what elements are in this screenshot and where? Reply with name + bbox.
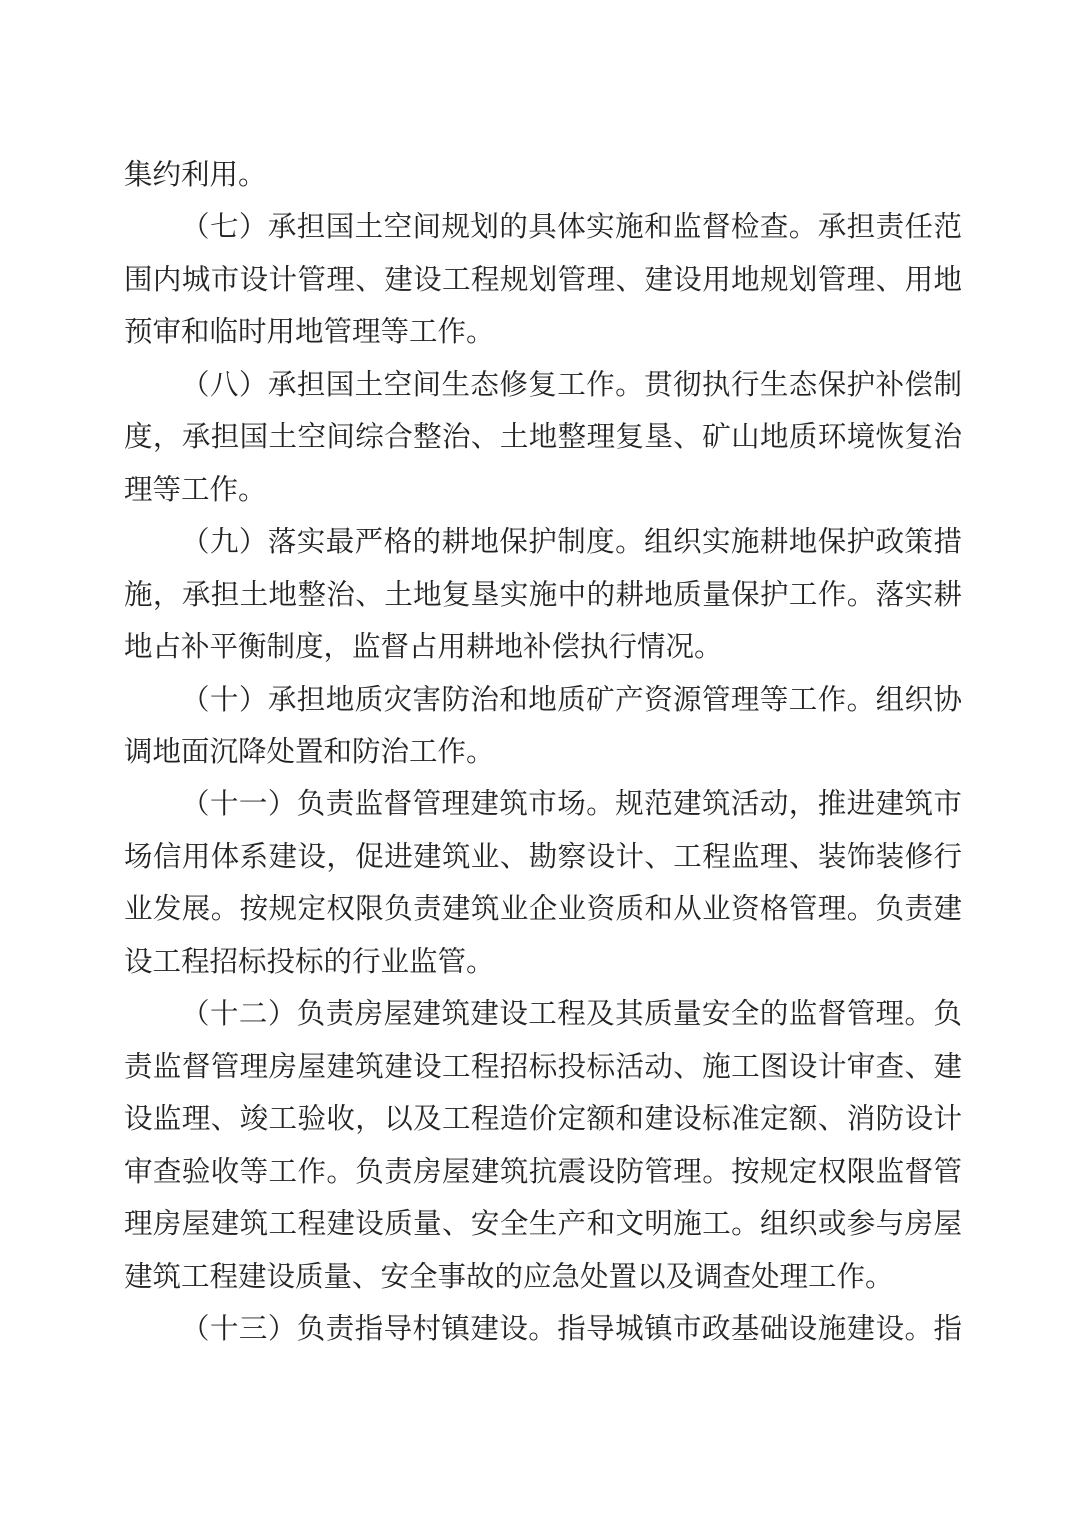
text-line: 理房屋建筑工程建设质量、安全生产和文明施工。组织或参与房屋: [124, 1209, 962, 1241]
text-line: （十一）负责监督管理建筑市场。规范建筑活动，推进建筑市: [181, 789, 962, 821]
text-line: 场信用体系建设，促进建筑业、勘察设计、工程监理、装饰装修行: [124, 841, 962, 873]
text-line: （十）承担地质灾害防治和地质矿产资源管理等工作。组织协: [181, 684, 962, 716]
text-line: 责监督管理房屋建筑建设工程招标投标活动、施工图设计审查、建: [124, 1051, 962, 1083]
text-line: 集约利用。: [124, 160, 267, 191]
text-line: 建筑工程建设质量、安全事故的应急处置以及调查处理工作。: [124, 1261, 894, 1293]
text-line: 地占补平衡制度，监督占用耕地补偿执行情况。: [124, 632, 723, 664]
document-body: [124, 150, 962, 1356]
text-line: 围内城市设计管理、建设工程规划管理、建设用地规划管理、用地: [124, 264, 962, 296]
text-line: 施，承担土地整治、土地复垦实施中的耕地质量保护工作。落实耕: [124, 579, 962, 611]
text-line: 设工程招标投标的行业监管。: [124, 946, 495, 978]
text-line: （十三）负责指导村镇建设。指导城镇市政基础设施建设。指: [181, 1313, 962, 1345]
text-line: 审查验收等工作。负责房屋建筑抗震设防管理。按规定权限监督管: [124, 1156, 962, 1188]
text-line: （七）承担国土空间规划的具体实施和监督检查。承担责任范: [181, 212, 962, 244]
text-line: （九）落实最严格的耕地保护制度。组织实施耕地保护政策措: [181, 527, 962, 559]
text-line: 调地面沉降处置和防治工作。: [124, 736, 495, 768]
text-line: （十二）负责房屋建筑建设工程及其质量安全的监督管理。负: [181, 999, 962, 1031]
text-line: 度，承担国土空间综合整治、土地整理复垦、矿山地质环境恢复治: [124, 422, 962, 454]
text-line: 预审和临时用地管理等工作。: [124, 317, 495, 349]
text-line: 业发展。按规定权限负责建筑业企业资质和从业资格管理。负责建: [124, 894, 962, 926]
text-line: 设监理、竣工验收，以及工程造价定额和建设标准定额、消防设计: [124, 1104, 962, 1136]
text-line: 理等工作。: [124, 474, 267, 506]
text-line: （八）承担国土空间生态修复工作。贯彻执行生态保护补偿制: [181, 369, 962, 401]
